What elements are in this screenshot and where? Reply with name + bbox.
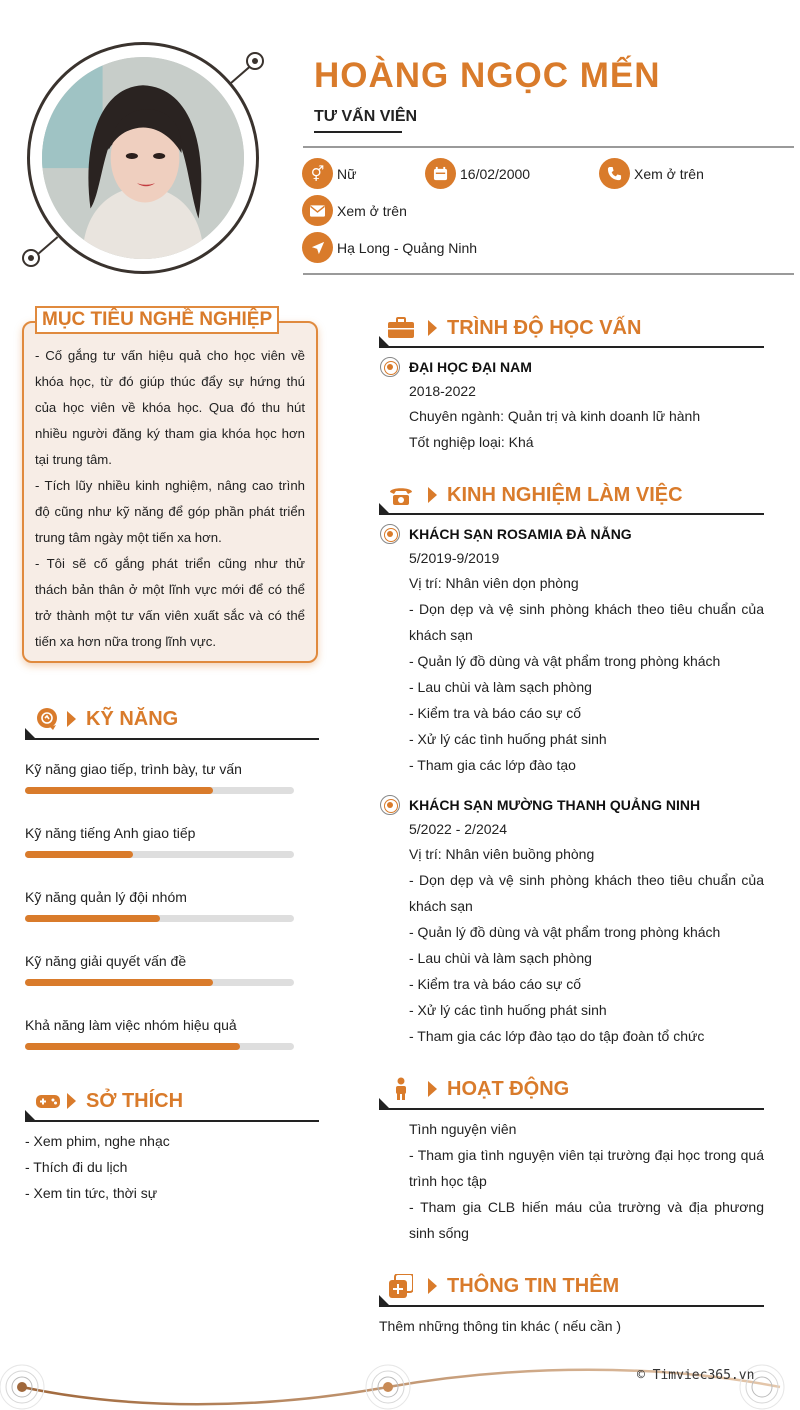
gender-info (302, 158, 356, 189)
job-task: - Quản lý đồ dùng và vật phẩm trong phòng khách (409, 653, 721, 669)
skill-bar-fill (25, 787, 213, 794)
experience-header (388, 482, 683, 508)
objective-paragraph: - Tích lũy nhiều kinh nghiệm, nâng cao trình độ cũng như kỹ năng để góp phần phát triển trung tâm ngày một tiến xa hơn. (35, 478, 305, 545)
skill-label: Khả năng làm việc nhóm hiệu quả (25, 1017, 237, 1033)
experience-arrow (428, 487, 437, 503)
avatar-dot-top (246, 52, 264, 70)
activities-title: HOẠT ĐỘNG (447, 1077, 570, 1100)
briefcase-icon (388, 315, 414, 341)
job-task: - Xử lý các tình huống phát sinh (409, 731, 607, 747)
brain-icon (35, 706, 61, 732)
experience-title: KINH NGHIỆM LÀM VIỆC (447, 483, 683, 506)
job-bullet (380, 795, 400, 815)
avatar (42, 57, 244, 259)
job-period: 5/2022 - 2/2024 (409, 821, 508, 837)
avatar-photo (42, 57, 244, 259)
hobbies-divider (25, 1120, 319, 1122)
email-value: Xem ở trên (337, 202, 407, 219)
hobbies-header (35, 1088, 183, 1114)
education-header (388, 315, 641, 341)
address-info (302, 232, 477, 263)
education-school: ĐẠI HỌC ĐẠI NAM (409, 359, 532, 375)
skill-label: Kỹ năng giao tiếp, trình bày, tư vấn (25, 761, 242, 777)
activity-item: - Tham gia CLB hiến máu của trường và địa phương sinh sống (409, 1199, 764, 1241)
extra-title: THÔNG TIN THÊM (447, 1274, 620, 1297)
education-period: 2018-2022 (409, 383, 476, 399)
skill-bar-fill (25, 979, 213, 986)
education-corner (379, 336, 389, 346)
hobbies-arrow (67, 1093, 76, 1109)
skill-bar-fill (25, 851, 133, 858)
job-task: - Tham gia các lớp đào tạo do tập đoàn tổ chức (409, 1028, 705, 1044)
skills-arrow (67, 711, 76, 727)
extra-text: Thêm những thông tin khác ( nếu cần ) (379, 1318, 622, 1334)
education-bullet (380, 357, 400, 377)
job-company: KHÁCH SẠN ROSAMIA ĐÀ NẴNG (409, 526, 632, 542)
gender-value: Nữ (337, 165, 357, 182)
skill-bar-fill (25, 1043, 240, 1050)
phone-info (599, 158, 704, 189)
phone-value: Xem ở trên (634, 165, 704, 182)
footer-target-center (366, 1365, 410, 1409)
hobby-item: - Xem tin tức, thời sự (25, 1185, 158, 1201)
objective-title-box (35, 306, 279, 334)
skill-bar (25, 851, 294, 858)
birthday-value: 16/02/2000 (460, 165, 531, 182)
hobbies-corner (25, 1110, 35, 1120)
skill-bar (25, 787, 294, 794)
email-icon (302, 195, 333, 226)
job-task: - Kiểm tra và báo cáo sự cố (409, 705, 581, 721)
extra-arrow (428, 1278, 437, 1294)
email-info (302, 195, 407, 226)
job-task: - Tham gia các lớp đào tạo (409, 757, 576, 773)
telephone-icon (388, 482, 414, 508)
experience-corner (379, 503, 389, 513)
plus-icon (388, 1273, 414, 1299)
role-underline (314, 131, 402, 133)
footer-brand[interactable]: © Timviec365.vn (637, 1368, 755, 1383)
candidate-role: TƯ VẤN VIÊN (314, 108, 418, 125)
education-major: Chuyên ngành: Quản trị và kinh doanh lữ hành (409, 408, 701, 424)
education-arrow (428, 320, 437, 336)
hobbies-title: SỞ THÍCH (86, 1089, 184, 1112)
info-divider-bottom (303, 273, 794, 275)
birthday-info (425, 158, 530, 189)
objective-text (35, 343, 305, 655)
activities-arrow (428, 1081, 437, 1097)
job-task: - Lau chùi và làm sạch phòng (409, 679, 592, 695)
job-task: - Kiểm tra và báo cáo sự cố (409, 976, 581, 992)
extra-header (388, 1273, 619, 1299)
skill-bar-fill (25, 915, 160, 922)
job-bullet (380, 524, 400, 544)
skills-header (35, 706, 178, 732)
skill-label: Kỹ năng giải quyết vấn đề (25, 953, 187, 969)
person-icon (388, 1076, 414, 1102)
objective-title: MỤC TIÊU NGHỀ NGHIỆP (42, 309, 273, 330)
skills-title: KỸ NĂNG (86, 707, 179, 730)
job-position: Vị trí: Nhân viên dọn phòng (409, 575, 579, 591)
skill-bar (25, 1043, 294, 1050)
activity-role: Tình nguyện viên (409, 1121, 517, 1137)
avatar-connector-bottom (37, 236, 58, 255)
skill-bar (25, 915, 294, 922)
info-divider-top (303, 146, 794, 148)
job-period: 5/2019-9/2019 (409, 550, 500, 566)
job-task: - Dọn dẹp và vệ sinh phòng khách theo tiêu chuẩn của khách sạn (409, 872, 764, 914)
phone-icon (599, 158, 630, 189)
hobby-item: - Thích đi du lịch (25, 1159, 128, 1175)
gender-icon: ⚥ (302, 158, 333, 189)
hobby-item: - Xem phim, nghe nhạc (25, 1133, 170, 1149)
activity-item: - Tham gia tình nguyện viên tại trường đại học trong quá trình học tập (409, 1147, 764, 1189)
location-icon (302, 232, 333, 263)
objective-paragraph: - Tôi sẽ cố gắng phát triển cũng như thử thách bản thân ở một lĩnh vực mới để có thể trở thành một tư vấn viên xuất sắc và có thể tiến xa hơn nữa trong lĩnh vực. (35, 556, 305, 649)
address-value: Hạ Long - Quảng Ninh (337, 239, 478, 256)
job-company: KHÁCH SẠN MƯỜNG THANH QUẢNG NINH (409, 797, 701, 813)
skill-label: Kỹ năng quản lý đội nhóm (25, 889, 187, 905)
calendar-icon (425, 158, 456, 189)
skill-bar (25, 979, 294, 986)
job-position: Vị trí: Nhân viên buồng phòng (409, 846, 595, 862)
gamepad-icon (35, 1088, 61, 1114)
avatar-dot-bottom (22, 249, 40, 267)
job-task: - Dọn dẹp và vệ sinh phòng khách theo tiêu chuẩn của khách sạn (409, 601, 764, 643)
objective-paragraph: - Cố gắng tư vấn hiệu quả cho học viên về khóa học, từ đó giúp thúc đẩy sự hứng thú của học viên về khóa học. Qua đó thu hút nhiều người đăng ký tham gia khóa học hơn tại trung tâm. (35, 348, 305, 467)
skills-corner (25, 728, 35, 738)
footer-target-left (0, 1365, 44, 1409)
activities-header (388, 1076, 569, 1102)
extra-corner (379, 1295, 389, 1305)
skills-divider (25, 738, 319, 740)
job-task: - Lau chùi và làm sạch phòng (409, 950, 592, 966)
activities-divider (379, 1108, 764, 1110)
education-divider (379, 346, 764, 348)
job-task: - Xử lý các tình huống phát sinh (409, 1002, 607, 1018)
skill-label: Kỹ năng tiếng Anh giao tiếp (25, 825, 196, 841)
candidate-name: HOÀNG NGỌC MẾN (314, 56, 661, 95)
education-grade: Tốt nghiệp loại: Khá (409, 434, 534, 450)
job-task: - Quản lý đồ dùng và vật phẩm trong phòng khách (409, 924, 721, 940)
activities-corner (379, 1098, 389, 1108)
extra-divider (379, 1305, 764, 1307)
education-title: TRÌNH ĐỘ HỌC VẤN (447, 316, 642, 339)
experience-divider (379, 513, 764, 515)
